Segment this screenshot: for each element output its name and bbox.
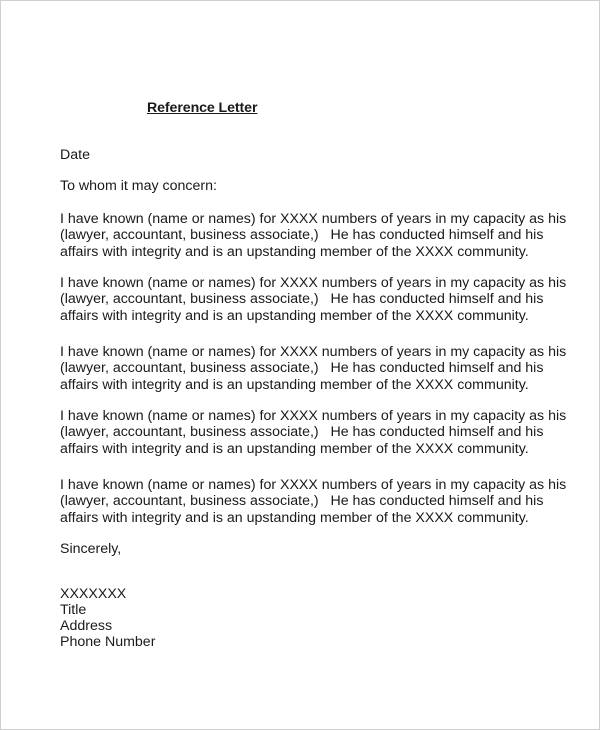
paragraph-line: affairs with integrity and is an upstanding member of the XXXX community.: [60, 440, 529, 457]
body-paragraph: [60, 275, 567, 324]
body-paragraph: [60, 344, 567, 393]
signature-title: Title: [60, 602, 87, 618]
salutation: To whom it may concern:: [60, 178, 217, 194]
paragraph-line: I have known (name or names) for XXXX numbers of years in my capacity as his: [60, 477, 567, 493]
date-label: Date: [60, 147, 90, 163]
closing: Sincerely,: [60, 541, 122, 557]
paragraph-line: I have known (name or names) for XXXX numbers of years in my capacity as his: [60, 275, 567, 291]
document-title: Reference Letter: [147, 100, 258, 116]
paragraph-line: (lawyer, accountant, business associate,) He has conducted himself and his: [60, 493, 544, 510]
body-paragraph: [60, 211, 567, 260]
signature-block: [60, 586, 155, 650]
paragraph-line: (lawyer, accountant, business associate,) He has conducted himself and his: [60, 424, 544, 441]
signature-phone: Phone Number: [60, 634, 156, 650]
paragraph-line: (lawyer, accountant, business associate,) He has conducted himself and his: [60, 227, 544, 244]
paragraph-line: I have known (name or names) for XXXX numbers of years in my capacity as his: [60, 408, 567, 424]
paragraph-line: (lawyer, accountant, business associate,) He has conducted himself and his: [60, 291, 544, 308]
paragraph-line: (lawyer, accountant, business associate,) He has conducted himself and his: [60, 360, 544, 377]
paragraph-line: affairs with integrity and is an upstanding member of the XXXX community.: [60, 243, 529, 260]
body-paragraph: [60, 408, 567, 457]
body-paragraph: [60, 477, 567, 526]
paragraph-line: I have known (name or names) for XXXX numbers of years in my capacity as his: [60, 211, 567, 227]
paragraph-line: affairs with integrity and is an upstanding member of the XXXX community.: [60, 307, 529, 324]
paragraph-line: affairs with integrity and is an upstanding member of the XXXX community.: [60, 376, 529, 393]
paragraph-line: I have known (name or names) for XXXX numbers of years in my capacity as his: [60, 344, 567, 360]
signature-name: XXXXXXX: [60, 586, 127, 602]
paragraph-line: affairs with integrity and is an upstanding member of the XXXX community.: [60, 509, 529, 526]
signature-address: Address: [60, 618, 113, 634]
